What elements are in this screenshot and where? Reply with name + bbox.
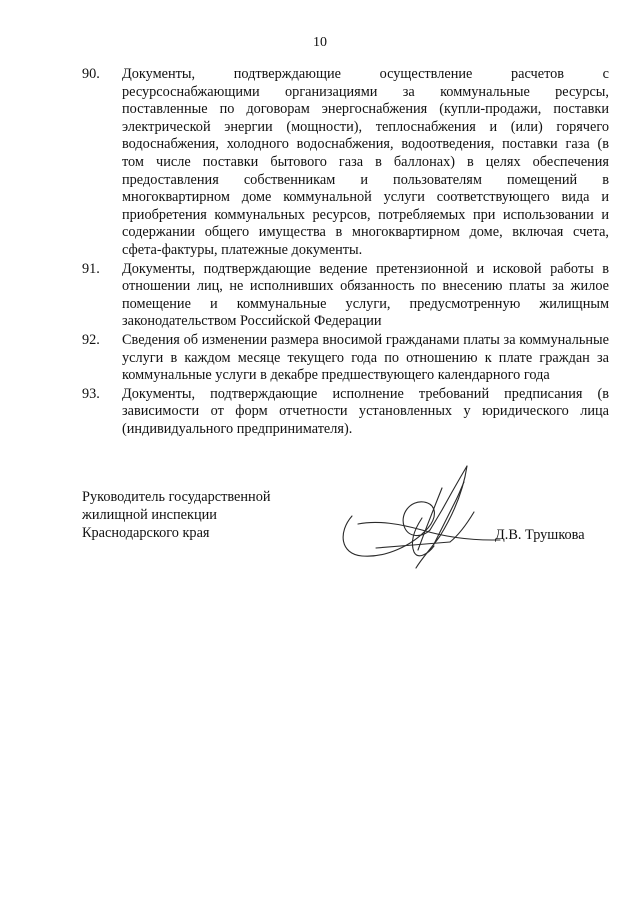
signer-title-line: жилищной инспекции [82,507,217,523]
item-text: Сведения об изменении размера вносимой гражданами платы за коммунальные услуги в каждом месяце текущего года по отношению к плате граждан за коммунальные услуги в декабре предшествующего календарного года [122,331,609,384]
item-text: Документы, подтверждающие осуществление расчетов с ресурсоснабжающими организациями за коммунальные ресурсы, поставленные по договорам энергоснабжения (купли-продажи, поставки электрической энергии (мощности), теплоснабжения и (или) горячего водоснабжения, холодного водоснабжения, водоотведения, поставки газа (в том числе поставки бытового газа в баллонах) в целях обеспечения предоставления собственникам и пользователям помещений в многоквартирном доме коммунальной услуги соответствующего вида и приобретения коммунальных ресурсов, потребляемых при использовании и содержании общего имущества в многоквартирном доме, включая счета, сфета-фактуры, платежные документы. [122,66,609,258]
page-number: 10 [313,35,327,50]
signer-title-line: Краснодарского края [82,525,210,541]
signer-title [82,488,271,542]
item-number: 92. [82,331,100,348]
document-item-list [82,66,609,439]
list-item [82,386,609,439]
list-item [82,66,609,260]
list-item [82,332,609,385]
item-number: 93. [82,385,100,402]
item-text: Документы, подтверждающие ведение претензионной и исковой работы в отношении лиц, не исполнивших обязанность по внесению платы за жилое помещение и коммунальные услуги, предусмотренную жилищным законодательством Российской Федерации [122,260,609,330]
list-item [82,261,609,331]
handwritten-signature [330,458,515,583]
item-number: 90. [82,66,100,82]
signer-name: Д.В. Трушкова [495,527,585,543]
item-number: 91. [82,260,100,277]
item-text: Документы, подтверждающие исполнение требований предписания (в зависимости от форм отчетности установленных у юридического лица (индивидуального предпринимателя). [122,385,609,437]
signer-title-line: Руководитель государственной [82,489,271,505]
